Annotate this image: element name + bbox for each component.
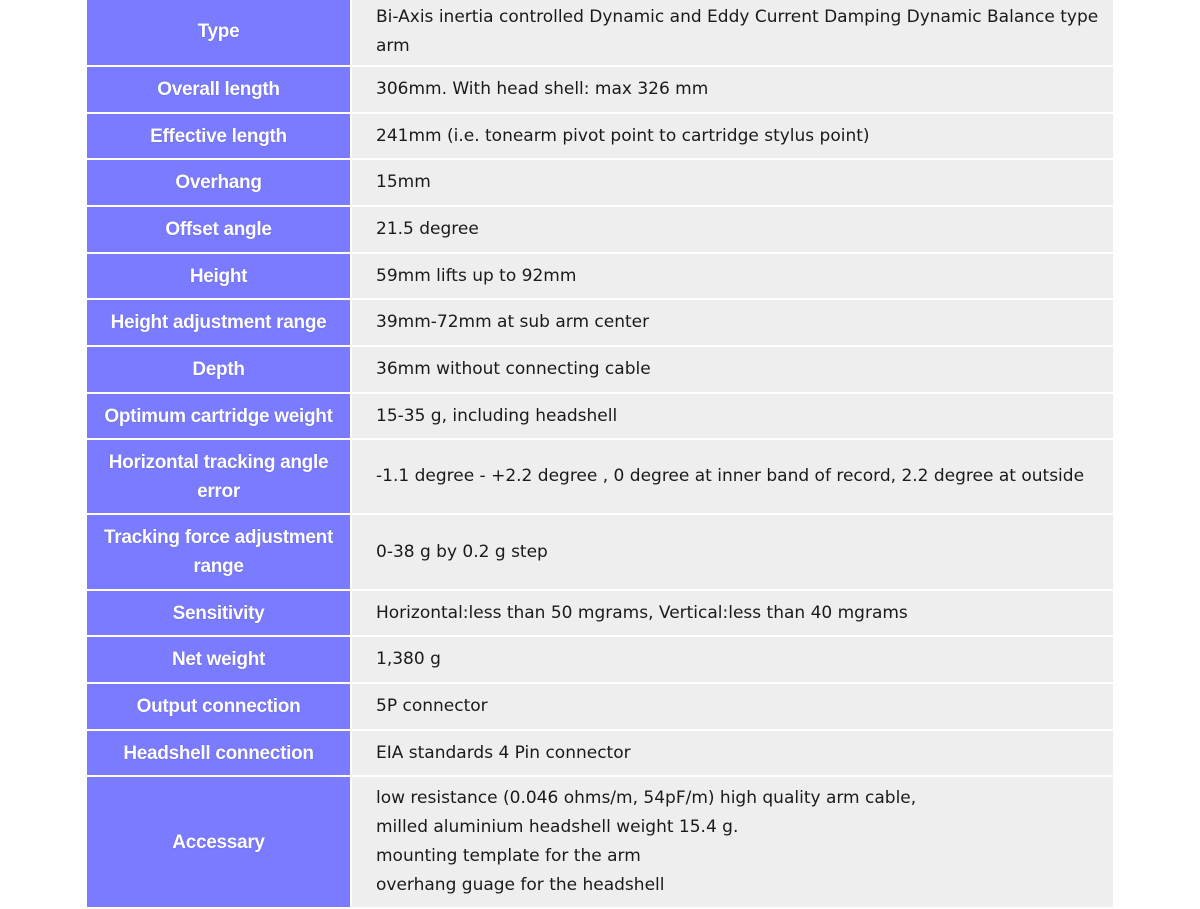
spec-value: 21.5 degree [351,206,1113,253]
spec-label: Height adjustment range [87,299,351,346]
spec-value: 15mm [351,159,1113,206]
spec-label: Overhang [87,159,351,206]
accessary-line: milled aluminium headshell weight 15.4 g. [376,817,739,837]
spec-row-horizontal-tracking-angle-error [87,439,1113,514]
spec-label: Headshell connection [87,730,351,776]
spec-label: Type [87,0,351,66]
spec-row-height [87,253,1113,299]
spec-value: Horizontal:less than 50 mgrams, Vertical:less than 40 mgrams [351,590,1113,636]
spec-value-multiline [351,776,1113,908]
spec-row-headshell-connection [87,730,1113,776]
spec-row-effective-length [87,113,1113,159]
accessary-line: low resistance (0.046 ohms/m, 54pF/m) high quality arm cable, [376,788,917,808]
spec-label: Accessary [87,776,351,908]
spec-row-type [87,0,1113,66]
spec-row-sensitivity [87,590,1113,636]
spec-row-optimum-cartridge-weight [87,393,1113,439]
spec-value: Bi-Axis inertia controlled Dynamic and Eddy Current Damping Dynamic Balance type arm [351,0,1113,66]
spec-row-height-adjustment-range [87,299,1113,346]
spec-label: Effective length [87,113,351,159]
spec-row-tracking-force-adjustment-range [87,514,1113,590]
spec-value: 306mm. With head shell: max 326 mm [351,66,1113,113]
spec-value: EIA standards 4 Pin connector [351,730,1113,776]
spec-table [87,0,1113,909]
spec-label: Sensitivity [87,590,351,636]
spec-label: Offset angle [87,206,351,253]
spec-label: Tracking force adjustment range [87,514,351,590]
spec-value: 1,380 g [351,636,1113,683]
spec-value: 5P connector [351,683,1113,730]
accessary-line: overhang guage for the headshell [376,875,665,895]
spec-value: -1.1 degree - +2.2 degree , 0 degree at inner band of record, 2.2 degree at outside [351,439,1113,514]
spec-value: 39mm-72mm at sub arm center [351,299,1113,346]
spec-label: Height [87,253,351,299]
spec-value: 15-35 g, including headshell [351,393,1113,439]
spec-value: 36mm without connecting cable [351,346,1113,393]
spec-value: 59mm lifts up to 92mm [351,253,1113,299]
spec-label: Overall length [87,66,351,113]
spec-value: 241mm (i.e. tonearm pivot point to cartridge stylus point) [351,113,1113,159]
spec-value: 0-38 g by 0.2 g step [351,514,1113,590]
spec-row-output-connection [87,683,1113,730]
spec-label: Horizontal tracking angle error [87,439,351,514]
spec-label: Net weight [87,636,351,683]
spec-label: Depth [87,346,351,393]
spec-row-net-weight [87,636,1113,683]
spec-row-overall-length [87,66,1113,113]
spec-label: Output connection [87,683,351,730]
accessary-line: mounting template for the arm [376,846,641,866]
spec-row-accessary [87,776,1113,908]
spec-row-overhang [87,159,1113,206]
spec-row-depth [87,346,1113,393]
spec-label: Optimum cartridge weight [87,393,351,439]
spec-row-offset-angle [87,206,1113,253]
